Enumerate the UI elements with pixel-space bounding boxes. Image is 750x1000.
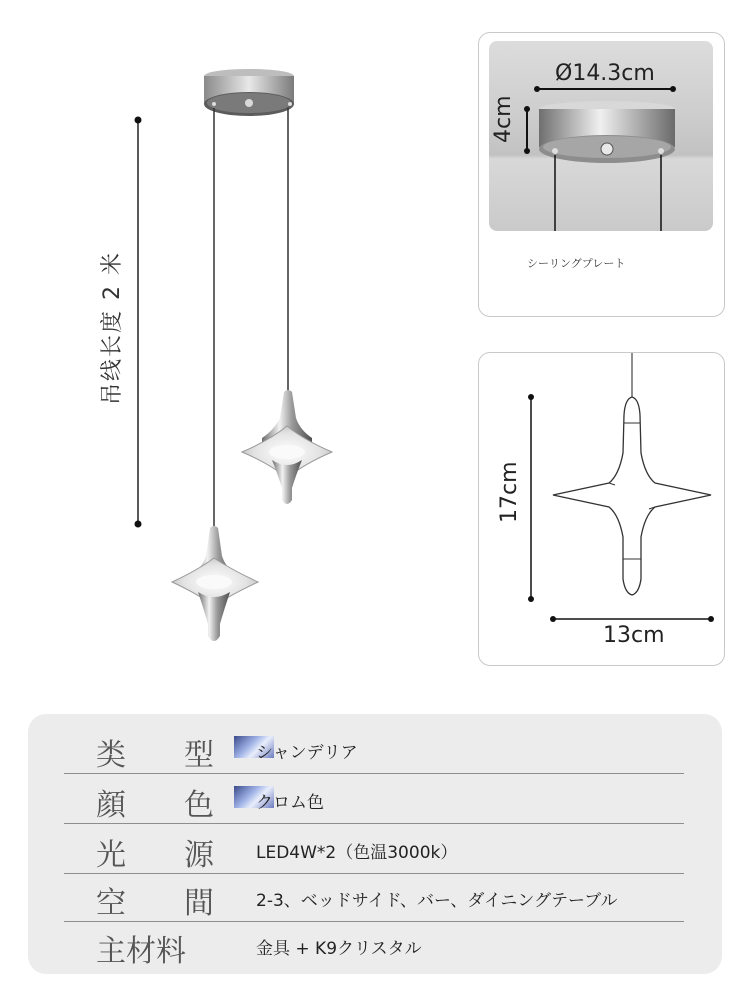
dimensions-card <box>478 352 725 666</box>
plate-caption: シーリングプレート <box>527 257 626 270</box>
ceiling-plate-photo <box>489 41 713 231</box>
spec-label: 顔 色 <box>96 788 214 823</box>
ceiling-plate-card <box>478 32 725 317</box>
plate-height-label: 4cm <box>491 95 516 143</box>
spec-value: シャンデリア <box>256 743 358 763</box>
spec-value: クロム色 <box>256 793 324 813</box>
width-dimension-label: 13cm <box>603 623 665 648</box>
spec-value: 2-3、ベッドサイド、バー、ダイニングテーブル <box>256 891 618 911</box>
spec-label: 主材料 <box>96 934 186 969</box>
spec-row-space <box>64 872 684 922</box>
spec-value: LED4W*2（色温3000k） <box>256 843 458 863</box>
spec-value: 金具 + K9クリスタル <box>256 939 422 959</box>
plate-diameter-label: Ø14.3cm <box>555 61 655 86</box>
spec-row-color <box>64 774 684 824</box>
pendant-lower <box>172 526 258 641</box>
spec-label: 光 源 <box>96 838 214 873</box>
spec-row-type <box>64 724 684 774</box>
pendant-upper <box>242 390 332 504</box>
cable-length-marker <box>135 117 142 528</box>
height-dimension-label: 17cm <box>497 461 522 523</box>
spec-label: 类 型 <box>96 738 214 773</box>
product-illustration <box>0 0 470 700</box>
spec-label: 空 間 <box>96 886 214 921</box>
spec-row-light-source <box>64 824 684 874</box>
spec-row-material <box>64 920 684 970</box>
pendant-lamp-drawing <box>0 0 470 700</box>
cable-length-label: 吊线长度 2 米 <box>100 251 125 405</box>
spec-table <box>28 714 722 974</box>
ceiling-canopy <box>204 69 294 116</box>
